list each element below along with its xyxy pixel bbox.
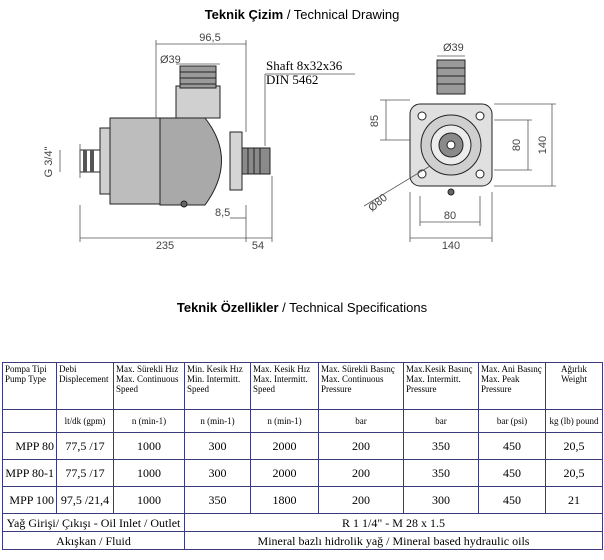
header-line: Max. Ani Basınç <box>481 364 542 374</box>
value-cell: 300 <box>404 487 479 514</box>
header-line: Ağırlık <box>561 364 587 374</box>
header-line: Pressure <box>481 384 512 394</box>
value-cell: 350 <box>404 460 479 487</box>
oil-label: Yağ Girişi/ Çıkışı - Oil Inlet / Outlet <box>3 514 185 532</box>
dim-phi39-right: Ø39 <box>443 42 464 54</box>
value-cell: 2000 <box>251 433 319 460</box>
dim-140-horiz: 140 <box>441 240 461 252</box>
header-cell <box>251 363 319 410</box>
header-cell <box>185 363 251 410</box>
header-line: Max. Kesik Hız <box>253 364 311 374</box>
unit-cell: kg (lb) pound <box>546 410 603 433</box>
header-cell <box>319 363 404 410</box>
header-line: Max. Continuous <box>321 374 384 384</box>
oil-value: R 1 1/4" - M 28 x 1.5 <box>185 514 603 532</box>
header-line: Speed <box>116 384 138 394</box>
value-cell: 1000 <box>114 487 185 514</box>
value-cell: 20,5 <box>546 460 603 487</box>
table-row <box>3 487 603 514</box>
header-line: Max. Continuous <box>116 374 179 384</box>
header-line: Speed <box>187 384 209 394</box>
units-row <box>3 410 603 433</box>
value-cell: 20,5 <box>546 433 603 460</box>
header-line: Max. Sürekli Hız <box>116 364 179 374</box>
header-line: Speed <box>253 384 275 394</box>
dim-80-vert: 80 <box>511 138 523 152</box>
header-line: Max. Peak <box>481 374 520 384</box>
unit-cell: n (min-1) <box>185 410 251 433</box>
unit-cell: bar <box>404 410 479 433</box>
header-line: Max.Kesik Basınç <box>406 364 473 374</box>
spec-table <box>2 362 603 550</box>
value-cell: 97,5 /21,4 <box>57 487 114 514</box>
header-line: Min. Kesik Hız <box>187 364 243 374</box>
dim-phi39-left: Ø39 <box>160 54 181 66</box>
unit-cell <box>3 410 57 433</box>
fluid-label: Akışkan / Fluid <box>3 532 185 550</box>
value-cell: 350 <box>404 433 479 460</box>
dim-235: 235 <box>155 240 175 252</box>
value-cell: 77,5 /17 <box>57 460 114 487</box>
value-cell: 77,5 /17 <box>57 433 114 460</box>
value-cell: 1000 <box>114 460 185 487</box>
fluid-row <box>3 532 603 550</box>
dim-8-5: 8,5 <box>215 207 231 219</box>
header-line: Displecement <box>59 374 109 384</box>
value-cell: 450 <box>479 433 546 460</box>
value-cell: 2000 <box>251 460 319 487</box>
header-cell <box>3 363 57 410</box>
value-cell: 350 <box>185 487 251 514</box>
header-cell <box>57 363 114 410</box>
header-line: Pompa Tipi <box>5 364 47 374</box>
table-row <box>3 433 603 460</box>
pump-type-cell: MPP 80 <box>3 433 57 460</box>
shaft-spec-line1: Shaft 8x32x36 <box>266 58 343 73</box>
shaft-spec-line2: DIN 5462 <box>266 72 319 87</box>
header-line: Pump Type <box>5 374 46 384</box>
table-row <box>3 460 603 487</box>
value-cell: 1000 <box>114 433 185 460</box>
pump-type-cell: MPP 80-1 <box>3 460 57 487</box>
header-cell <box>114 363 185 410</box>
header-line: Max. Intermitt. <box>253 374 308 384</box>
value-cell: 21 <box>546 487 603 514</box>
unit-cell: n (min-1) <box>251 410 319 433</box>
value-cell: 300 <box>185 433 251 460</box>
pump-side-view <box>80 66 270 207</box>
header-line: Min. Intermitt. <box>187 374 241 384</box>
header-cell <box>546 363 603 410</box>
header-cell <box>404 363 479 410</box>
technical-drawing <box>0 26 604 266</box>
fluid-value: Mineral bazlı hidrolik yağ / Mineral based hydraulic oils <box>185 532 603 550</box>
header-line: Max. Intermitt. <box>406 374 461 384</box>
header-line: Max. Sürekli Basınç <box>321 364 395 374</box>
dim-140-vert: 140 <box>537 135 549 155</box>
value-cell: 1800 <box>251 487 319 514</box>
value-cell: 200 <box>319 433 404 460</box>
header-line: Weight <box>561 374 587 384</box>
value-cell: 300 <box>185 460 251 487</box>
header-line: Pressure <box>406 384 437 394</box>
specs-title: Teknik Özellikler / Technical Specifications <box>176 300 428 315</box>
oil-row <box>3 514 603 532</box>
header-cell <box>479 363 546 410</box>
unit-cell: bar (psi) <box>479 410 546 433</box>
unit-cell: n (min-1) <box>114 410 185 433</box>
dim-g34: G 3/4" <box>43 146 55 178</box>
dim-54: 54 <box>251 240 265 252</box>
header-row <box>3 363 603 410</box>
drawing-title: Teknik Çizim / Technical Drawing <box>204 7 400 22</box>
pump-front-view <box>410 60 492 195</box>
header-line: Pressure <box>321 384 352 394</box>
value-cell: 450 <box>479 487 546 514</box>
value-cell: 450 <box>479 460 546 487</box>
dim-85: 85 <box>369 114 381 128</box>
value-cell: 200 <box>319 460 404 487</box>
dim-96-5: 96,5 <box>199 32 221 44</box>
pump-type-cell: MPP 100 <box>3 487 57 514</box>
unit-cell: bar <box>319 410 404 433</box>
dim-phi80: Ø80 <box>366 191 390 215</box>
unit-cell: lt/dk (gpm) <box>57 410 114 433</box>
dim-80-horiz: 80 <box>443 210 457 222</box>
value-cell: 200 <box>319 487 404 514</box>
header-line: Debi <box>59 364 77 374</box>
